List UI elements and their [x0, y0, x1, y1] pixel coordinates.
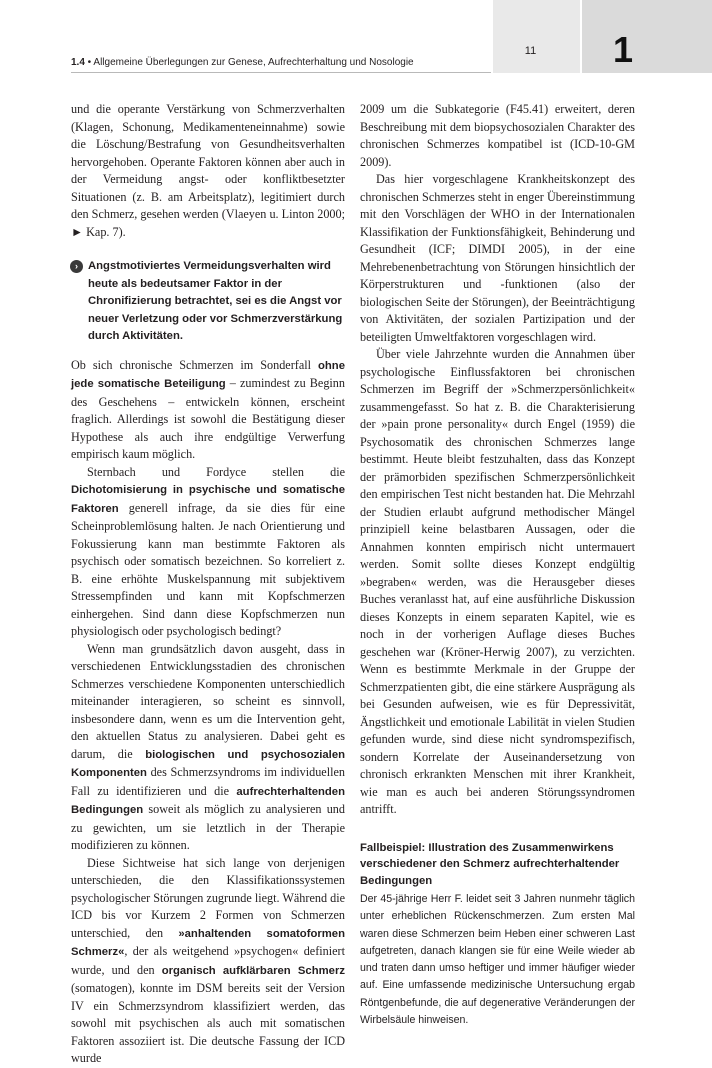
emphasis: aufrechterhaltenden Bedingungen: [71, 785, 345, 816]
chapter-number: 1: [612, 29, 634, 70]
text-run: des Schmerzsyndroms im individuellen Fall zu identifizieren und die: [71, 765, 345, 798]
paragraph-somatic: [71, 357, 345, 464]
callout-text: Angstmotiviertes Vermeidungsverhalten wird heute als bedeutsamer Faktor in der Chronifizierung betrachtet, sei es die Angst vor neuer Verletzung oder vor Schmerzverstärkung durch Aktivitäten.: [88, 260, 343, 342]
text-run: (somatogen), konnte im DSM bereits seit der Version IV ein Schmerzsyndrom klassifiziert werden, das sowohl mit psychischen als auch mit somatischen Faktoren assoziiert ist. Die deutsche Fassung der ICD wurde: [71, 981, 345, 1065]
section-number: 1.4: [71, 57, 85, 68]
running-header: [71, 57, 414, 68]
text-run: – zumindest zu Beginn des Geschehens – entwickeln können, erscheint fraglich. Allerdings ist sowohl die Bestätigung dieser Hypothese als auch ihre endgültige Verwerfung empirisch kaum möglich.: [71, 376, 345, 461]
page-number: 11: [524, 45, 537, 57]
text-run: Ob sich chronische Schmerzen im Sonderfall: [71, 357, 318, 372]
paragraph-dichotomy: [71, 464, 345, 641]
emphasis: biologischen und psychosozialen Komponenten: [71, 748, 345, 779]
case-example-text: Der 45-jährige Herr F. leidet seit 3 Jahren nunmehr täglich unter erheblichen Rückenschmerzen. Zum ersten Mal waren diese Schmerzen beim Heben einer schweren Last aufgetreten, danach klangen sie für eine Weile wieder ab und traten dann umso heftiger und immer häufiger wieder auf. Eine umfassende medizinische Untersuchung ergab Röntgenbefunde, die auf degenerative Veränderungen der Wirbelsäule hinweisen.: [360, 893, 635, 1027]
emphasis: Dichotomisierung in psychische und somatische Faktoren: [71, 484, 345, 515]
paragraph-personality: Über viele Jahrzehnte wurden die Annahmen über psychologische Einflussfaktoren bei chronischen Schmerzen im Begriff der »Schmerzpersönlichkeit« zusammengefasst. So hat z. B. die Charakterisierung der »pain prone personality« durch Engel (1959) die Psychosomatik des chronischen Schmerzes lange bestimmt. Heute bleibt festzuhalten, dass das Konzept der prämorbiden spezifischen Schmerzpersönlichkeit den empirischen Test nicht bestanden hat. Die Mehrzahl der Studien erlaubt aufgrund methodischer Mängel prinzipiell keine belastbaren Aussagen, oder die Annahmen konnten empirisch nicht untermauert werden. Somit sollte dieses Konzept endgültig »begraben« werden, was die Herausgeber dieses Buches veranlasst hat, auf eine ausführliche Diskussion dieses Konzepts in einem separaten Kapitel, wie es noch in der vorherigen Auflage dieses Buches geschehen war (Kröner-Herwig 2007), zu verzichten. Wenn es bestimmte Merkmale in der Gruppe der Schmerzpatienten gibt, die eine stärkere Ausprägung als bei Gesunden aufweisen, wie es für Depressivität, Ängstlichkeit und emotionale Labilität in vielen Studien gefunden wurde, sind diese nicht syndromspezifisch, sondern Korrelate der Auseinandersetzung von chronisch erkrankten Menschen mit ihrer Krankheit, wie man es auch bei anderen Störungssyndromen antrifft.: [360, 347, 635, 816]
paragraph-components: [71, 641, 345, 855]
text-run: generell infrage, da sie dies für eine Scheinproblemlösung halten. Je nach Orientierung und Fokussierung kann man bestimmte Faktoren als psychisch oder somatisch bezeichnen. So korreliert z. B. eine erhöhte Muskelspannung mit subjektivem Stressempfinden und kann mit Kopfschmerzen einhergehen. Sind dann diese Kopfschmerzen nun physiologisch oder psychologisch bedingt?: [71, 500, 345, 638]
section-title: • Allgemeine Überlegungen zur Genese, Aufrechterhaltung und Nosologie: [84, 57, 414, 68]
arrow-right-icon: ›: [70, 260, 83, 273]
case-example-title: Fallbeispiel: Illustration des Zusammenwirkens verschiedener den Schmerz aufrechterhaltender Bedingungen: [360, 841, 620, 887]
emphasis: organisch aufklärbaren Schmerz: [161, 964, 345, 977]
paragraph-icd: 2009 um die Subkategorie (F45.41) erweitert, deren Beschreibung mit dem biopsychosozialen Charakter des chronischen Schmerzes kompatibel ist (ICD-10-GM 2009).: [360, 102, 635, 169]
text-run: soweit als möglich zu analysieren und zu gewichten, um sie letztlich in der Therapie modifizieren zu können.: [71, 802, 345, 852]
paragraph-classification: [71, 855, 345, 1068]
page-number-box: [493, 0, 580, 73]
emphasis: ohne jede somatische Beteiligung: [71, 359, 345, 390]
emphasis: »anhaltenden somatoformen Schmerz«: [71, 927, 345, 958]
right-column: [360, 101, 635, 1029]
paragraph-icf: Das hier vorgeschlagene Krankheitskonzept des chronischen Schmerzes steht in enger Übereinstimmung mit den Vorschlägen der WHO in der Internationalen Klassifikation der Funktionsfähigkeit, Behinderung und Gesundheit (ICF; DIMDI 2005), in der eine Mehrebenenbetrachtung von Störungen hinsichtlich der Körperstrukturen und -funktionen (also der biologischen Seite der Störungen), der Beeinträchtigung von Aktivitäten, der sozialen Partizipation und der beteiligten Umweltfaktoren vorgeschlagen wird.: [360, 172, 635, 344]
left-column: [71, 101, 345, 1068]
header-rule: [71, 72, 491, 73]
text-run: Sternbach und Fordyce stellen die: [87, 464, 345, 479]
text-run: Diese Sichtweise hat sich lange von derjenigen unterschieden, die den Klassifikationssystemen psychologischer Störungen zugrunde liegt. Während die ICD bis vor Kurzem 2 Formen von Schmerzen unterschied, den: [71, 855, 345, 940]
text-run: Wenn man grundsätzlich davon ausgeht, dass in verschiedenen Entwicklungsstadien des chronischen Schmerzes verschiedene Komponenten unterschiedlich miteinander interagieren, so scheint es sinnvoll, insbesondere dann, wenn es um die Intervention geht, den aktuellen Status zu analysieren. Dabei geht es darum, die: [71, 641, 345, 761]
text-run: , der als weitgehend »psychogen« definiert wurde, und den: [71, 944, 345, 977]
callout-box: [71, 258, 345, 346]
paragraph-operant: und die operante Verstärkung von Schmerzverhalten (Klagen, Schonung, Medikamenteneinnahme) sowie die Löschung/Bestrafung von Gesundheitsverhalten hervorgehoben. Operante Faktoren können aber auch in der Vermeidung angst- oder konfliktbesetzter Situationen (z. B. am Arbeitsplatz), legitimiert durch den Schmerz, gesehen werden (Vlaeyen u. Linton 2000; ► Kap. 7).: [71, 102, 345, 239]
